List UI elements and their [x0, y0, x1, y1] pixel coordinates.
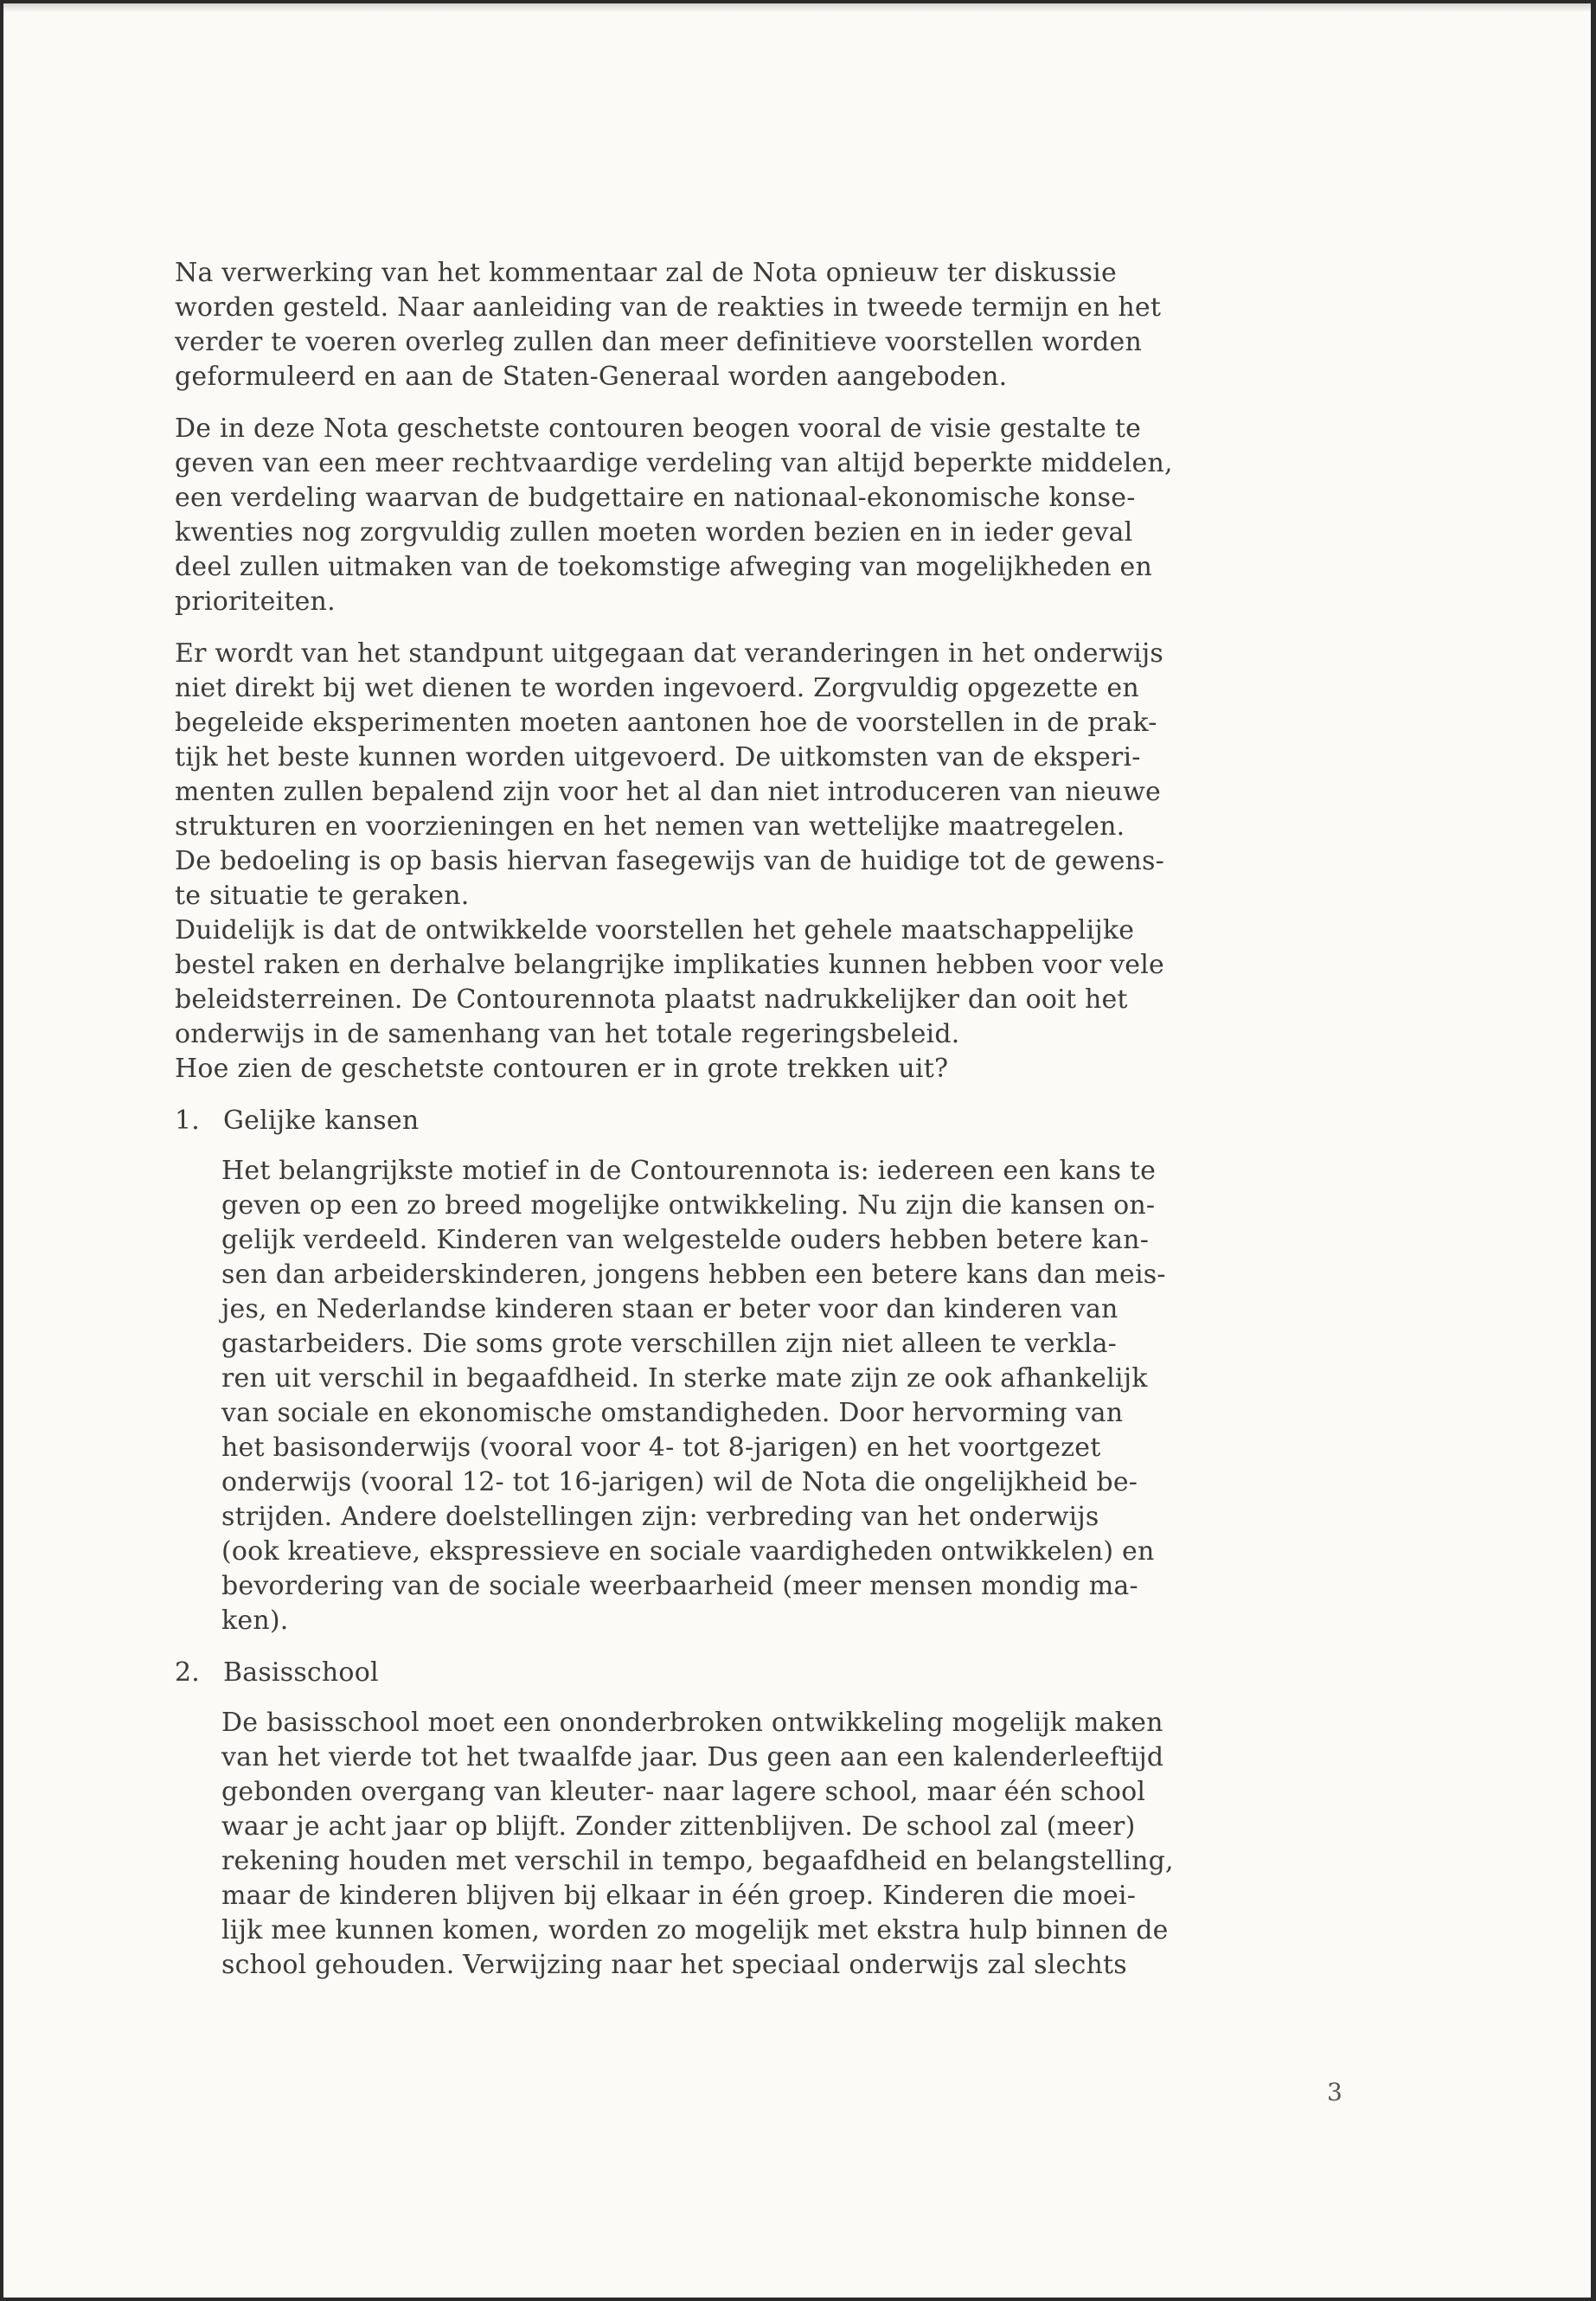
text-line: ren uit verschil in begaafdheid. In sterke mate zijn ze ook afhankelijk: [221, 1363, 1148, 1394]
text-line: een verdeling waarvan de budgettaire en nationaal-ekonomische konse-: [175, 483, 1136, 513]
section-title: Basisschool: [223, 1657, 379, 1688]
text-line: Na verwerking van het kommentaar zal de Nota opnieuw ter diskussie: [175, 258, 1117, 288]
text-line: begeleide eksperimenten moeten aantonen hoe de voorstellen in de prak-: [175, 708, 1157, 738]
text-line: De basisschool moet een ononderbroken ontwikkeling mogelijk maken: [221, 1708, 1163, 1738]
section-number: 1.: [175, 1106, 201, 1136]
section-heading: [175, 1104, 1356, 1138]
text-line: geven op een zo breed mogelijke ontwikkeling. Nu zijn die kansen on-: [221, 1190, 1156, 1221]
text-line: Er wordt van het standpunt uitgegaan dat veranderingen in het onderwijs: [175, 638, 1164, 669]
text-line: worden gesteld. Naar aanleiding van de reakties in tweede termijn en het: [175, 292, 1162, 323]
text-line: De bedoeling is op basis hiervan fasegewijs van de huidige tot de gewens-: [175, 846, 1164, 876]
text-line: verder te voeren overleg zullen dan meer definitieve voorstellen worden: [175, 327, 1143, 357]
paragraph: [175, 256, 1356, 394]
text-line: jes, en Nederlandse kinderen staan er beter voor dan kinderen van: [221, 1294, 1118, 1324]
page-top-edge: [3, 3, 1591, 12]
text-line: bestel raken en derhalve belangrijke implikaties kunnen hebben voor vele: [175, 950, 1165, 980]
text-line: onderwijs in de samenhang van het totale regeringsbeleid.: [175, 1019, 960, 1049]
text-line: ken).: [221, 1606, 289, 1636]
text-line: De in deze Nota geschetste contouren beogen vooral de visie gestalte te: [175, 413, 1142, 444]
text-line: bevordering van de sociale weerbaarheid (meer mensen mondig ma-: [221, 1571, 1138, 1601]
text-line: gelijk verdeeld. Kinderen van welgestelde ouders hebben betere kan-: [221, 1225, 1150, 1255]
text-line: lijk mee kunnen komen, worden zo mogelijk met ekstra hulp binnen de: [221, 1915, 1169, 1945]
text-line: gebonden overgang van kleuter- naar lagere school, maar één school: [221, 1777, 1146, 1807]
text-line: geformuleerd en aan de Staten-Generaal worden aangeboden.: [175, 362, 1008, 392]
text-line: sen dan arbeiderskinderen, jongens hebben een betere kans dan meis-: [221, 1259, 1166, 1290]
text-line: strukturen en voorzieningen en het nemen van wettelijke maatregelen.: [175, 811, 1125, 842]
numbered-section: [175, 1656, 1356, 1983]
page-number: 3: [1327, 2078, 1343, 2106]
text-line: Duidelijk is dat de ontwikkelde voorstellen het gehele maatschappelijke: [175, 915, 1135, 945]
text-line: het basisonderwijs (vooral voor 4- tot 8-jarigen) en het voortgezet: [221, 1433, 1101, 1463]
section-body: [221, 1154, 1356, 1638]
text-line: prioriteiten.: [175, 586, 336, 617]
text-line: kwenties nog zorgvuldig zullen moeten worden bezien en in ieder geval: [175, 517, 1133, 548]
text-line: niet direkt bij wet dienen te worden ingevoerd. Zorgvuldig opgezette en: [175, 673, 1139, 703]
paragraph: [175, 412, 1356, 619]
text-line: van het vierde tot het twaalfde jaar. Dus geen aan een kalenderleeftijd: [221, 1742, 1164, 1772]
section-title: Gelijke kansen: [223, 1106, 420, 1136]
text-line: onderwijs (vooral 12- tot 16-jarigen) wil de Nota die ongelijkheid be-: [221, 1467, 1138, 1497]
section-heading: [175, 1656, 1356, 1690]
text-line: strijden. Andere doelstellingen zijn: verbreding van het onderwijs: [221, 1502, 1099, 1532]
text-line: deel zullen uitmaken van de toekomstige afweging van mogelijkheden en: [175, 552, 1153, 582]
text-line: menten zullen bepalend zijn voor het al dan niet introduceren van nieuwe: [175, 777, 1161, 807]
paragraph: [175, 637, 1356, 1086]
text-line: maar de kinderen blijven bij elkaar in één groep. Kinderen die moei-: [221, 1881, 1137, 1911]
text-line: gastarbeiders. Die soms grote verschillen zijn niet alleen te verkla-: [221, 1329, 1118, 1359]
numbered-section: [175, 1104, 1356, 1638]
section-body: [221, 1706, 1356, 1983]
section-number: 2.: [175, 1657, 201, 1688]
text-line: geven van een meer rechtvaardige verdeling van altijd beperkte middelen,: [175, 448, 1173, 478]
page-body: [175, 256, 1356, 2000]
text-line: (ook kreatieve, ekspressieve en sociale vaardigheden ontwikkelen) en: [221, 1536, 1155, 1567]
text-line: van sociale en ekonomische omstandigheden. Door hervorming van: [221, 1398, 1124, 1428]
text-line: waar je acht jaar op blijft. Zonder zittenblijven. De school zal (meer): [221, 1811, 1136, 1842]
text-line: tijk het beste kunnen worden uitgevoerd. De uitkomsten van de eksperi-: [175, 742, 1141, 772]
text-line: Het belangrijkste motief in de Contourennota is: iedereen een kans te: [221, 1156, 1157, 1186]
text-line: te situatie te geraken.: [175, 881, 470, 911]
text-line: beleidsterreinen. De Contourennota plaatst nadrukkelijker dan ooit het: [175, 984, 1128, 1015]
text-line: rekening houden met verschil in tempo, begaafdheid en belangstelling,: [221, 1846, 1174, 1876]
text-line: school gehouden. Verwijzing naar het speciaal onderwijs zal slechts: [221, 1950, 1127, 1980]
text-line: Hoe zien de geschetste contouren er in grote trekken uit?: [175, 1054, 949, 1084]
